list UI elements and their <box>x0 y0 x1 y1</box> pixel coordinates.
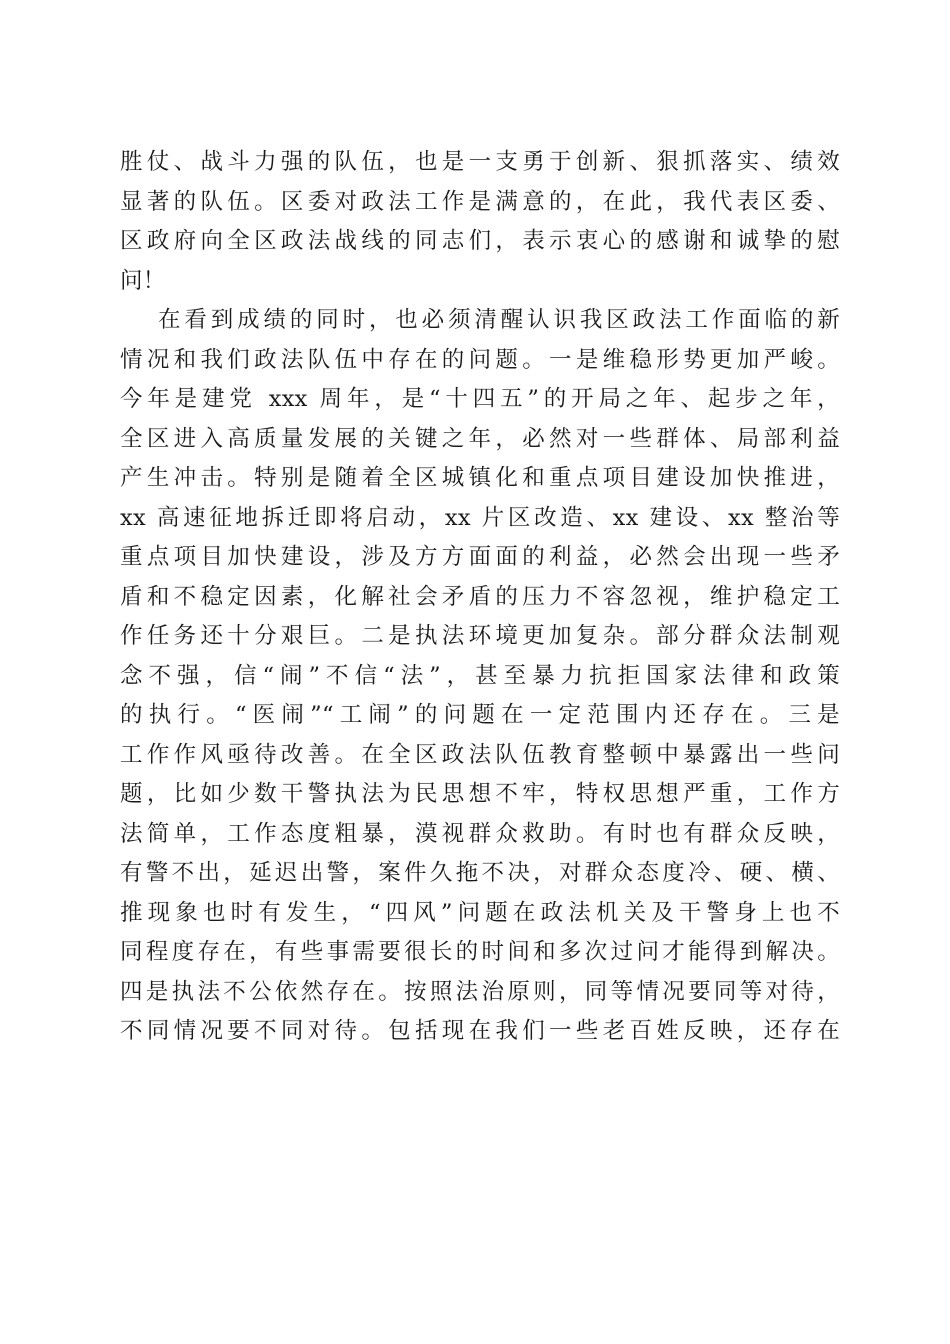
text-line: 题，比如少数干警执法为民思想不牢，特权思想严重，工作方 <box>120 781 840 807</box>
text-line: 情况和我们政法队伍中存在的问题。一是维稳形势更加严峻。 <box>120 346 840 373</box>
text-line: 在看到成绩的同时，也必须清醒认识我区政法工作面临的新 <box>158 307 840 333</box>
text-line: 盾和不稳定因素，化解社会矛盾的压力不容忽视，维护稳定工 <box>120 583 840 610</box>
text-line: 区政府向全区政法战线的同志们，表示衷心的感谢和诚挚的慰 <box>120 228 840 254</box>
text-line: 四是执法不公依然存在。按照法治原则，同等情况要同等对待， <box>120 978 840 1005</box>
text-line: 显著的队伍。区委对政法工作是满意的，在此，我代表区委、 <box>120 188 840 215</box>
text-line: xx 高速征地拆迁即将启动，xx 片区改造、xx 建设、xx 整治等 <box>120 504 840 531</box>
text-line: 同程度存在，有些事需要很长的时间和多次过问才能得到解决。 <box>120 939 840 965</box>
text-line: 全区进入高质量发展的关键之年，必然对一些群体、局部利益 <box>120 425 840 452</box>
text-line: 胜仗、战斗力强的队伍，也是一支勇于创新、狠抓落实、绩效 <box>120 149 840 175</box>
text-line: 重点项目加快建设，涉及方方面面的利益，必然会出现一些矛 <box>120 544 840 570</box>
text-line: 不同情况要不同对待。包括现在我们一些老百姓反映，还存在 <box>120 1018 840 1044</box>
text-line: 产生冲击。特别是随着全区城镇化和重点项目建设加快推进， <box>120 465 840 491</box>
text-line: 念不强，信“闹”不信“法”，甚至暴力抗拒国家法律和政策 <box>120 662 840 689</box>
paragraph-2 <box>120 301 840 1052</box>
text-line: 工作作风亟待改善。在全区政法队伍教育整顿中暴露出一些问 <box>120 741 840 768</box>
text-line: 法简单，工作态度粗暴，漠视群众救助。有时也有群众反映， <box>120 820 840 847</box>
text-line: 有警不出，延迟出警，案件久拖不决，对群众态度冷、硬、横、 <box>120 860 840 886</box>
text-line: 问！ <box>120 267 166 294</box>
text-line: 的执行。“医闹”“工闹”的问题在一定范围内还存在。三是 <box>120 702 840 728</box>
paragraph-1 <box>120 143 840 301</box>
body-text <box>120 143 840 1052</box>
text-line: 作任务还十分艰巨。二是执法环境更加复杂。部分群众法制观 <box>120 623 840 649</box>
text-line: 推现象也时有发生，“四风”问题在政法机关及干警身上也不 <box>120 899 840 926</box>
text-line: 今年是建党 xxx 周年，是“十四五”的开局之年、起步之年， <box>120 386 840 412</box>
